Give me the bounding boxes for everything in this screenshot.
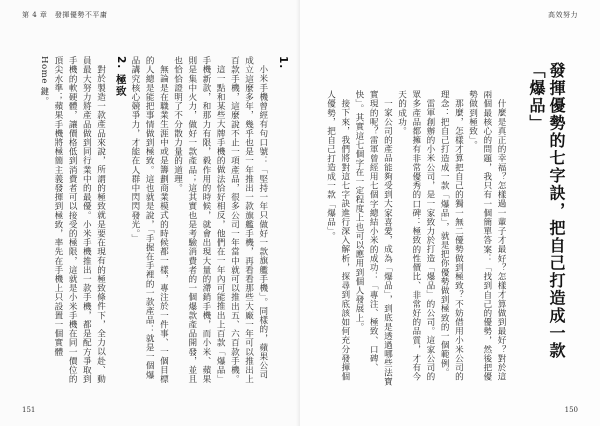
right-page: [300, 0, 600, 426]
paragraph: 這一點和某些大牌手機的做法恰好相反，他們在一年內可能推出上百款「爆品」手機新款，和那力有限，毅作用的時候，就會出現大量的滯銷手機，而小米、蘋果則是集中火力，做好一款產品；這其實也是考驗消費者的一個爆款產品開發，並且也恰恰證明了不分散力量的道理。: [172, 56, 226, 384]
paragraph: 對於製造一款產品來說，所謂的極致就是要在現有的極致條件下，全力以赴、動員最大努力將產品做到同行業中的最優。小米手機推出一款手機，都是配方爭取到手機的軟硬體，讓價格低到消費者可以接受的極限，這就是小米手機在同一價位的頂尖水準；蘋果手機將極簡主義發揮到極致，率先在手機上只設置一個實體 Home 鍵。: [38, 56, 106, 384]
paragraph: 什麼是真正的幸福？怎樣過一輩子才最好？怎樣才算做到最好？對於這兩個最核心的問題，我只有一個簡單答案：「找到自己的優勢，然後把優勢做到極致」。: [467, 90, 506, 382]
right-page-number: 150: [564, 406, 578, 414]
right-running-head: 高效努力: [548, 11, 578, 19]
paragraph: 那麼，怎樣才算把自己的獨一無二優勢做到極致？不妨借用小米公司的理念：把自己打造成一款「爆品」，就是把你優勢做到極致的一個範例。: [439, 90, 464, 381]
left-running-head: 第 4 章 發揮優勢不平庸: [22, 11, 108, 19]
paragraph: 小米手機曾經有句口號：「堅持一年只做好一款旗艦手機」。同樣的，蘋果公司成立這麼多年，幾乎也是一年推出一款旗艦手機，再看看那些大廠一年可以推出上百款手機，這麼說不止一項產品，很多公司一年當中就可以推出五、六百款手機。: [229, 56, 268, 384]
paragraph: 雷軍創辦的小米公司，是一家致力於打造「爆品」的公司。這家公司的眾多產品都擁有非常優秀的口碑：極致的性價比、非常好的品質，才有今天的成功。: [396, 90, 435, 382]
section-heading-2: 2. 極致: [114, 56, 127, 97]
paragraph: 一家公司的產品能夠受到大家喜愛，成為「爆品」，到底是透過哪些法寶實現的呢？雷軍曾經用七個字總結小米的成功：「專注、極致、口碑、快」。其實這七個字在一定程度上也可以應用到個人發展上。: [353, 90, 393, 386]
left-page-number: 151: [22, 406, 36, 414]
paragraph: 接下來，我們將對這七字訣進行深入解析，探尋到底該如何充分發揮個人優勢，把自己打造成一款「爆品」。: [325, 90, 350, 381]
right-page-body: [322, 90, 508, 386]
paragraph: 無論是在職業生涯中或是籌劃商業模式的時候都一樣，專注於一件事、一個目標的人總是能把事情做到極致。這也就是說，「手握在手裡的一款產品：就是一個爆品講究核心競爭力，才能在人群中閃閃發光。」: [129, 56, 169, 384]
section-heading-1: 1.: [277, 56, 289, 70]
left-page-body: [28, 56, 290, 386]
chapter-title: 發揮優勢的七字訣，把自己打造成一款「爆品」: [527, 62, 566, 360]
